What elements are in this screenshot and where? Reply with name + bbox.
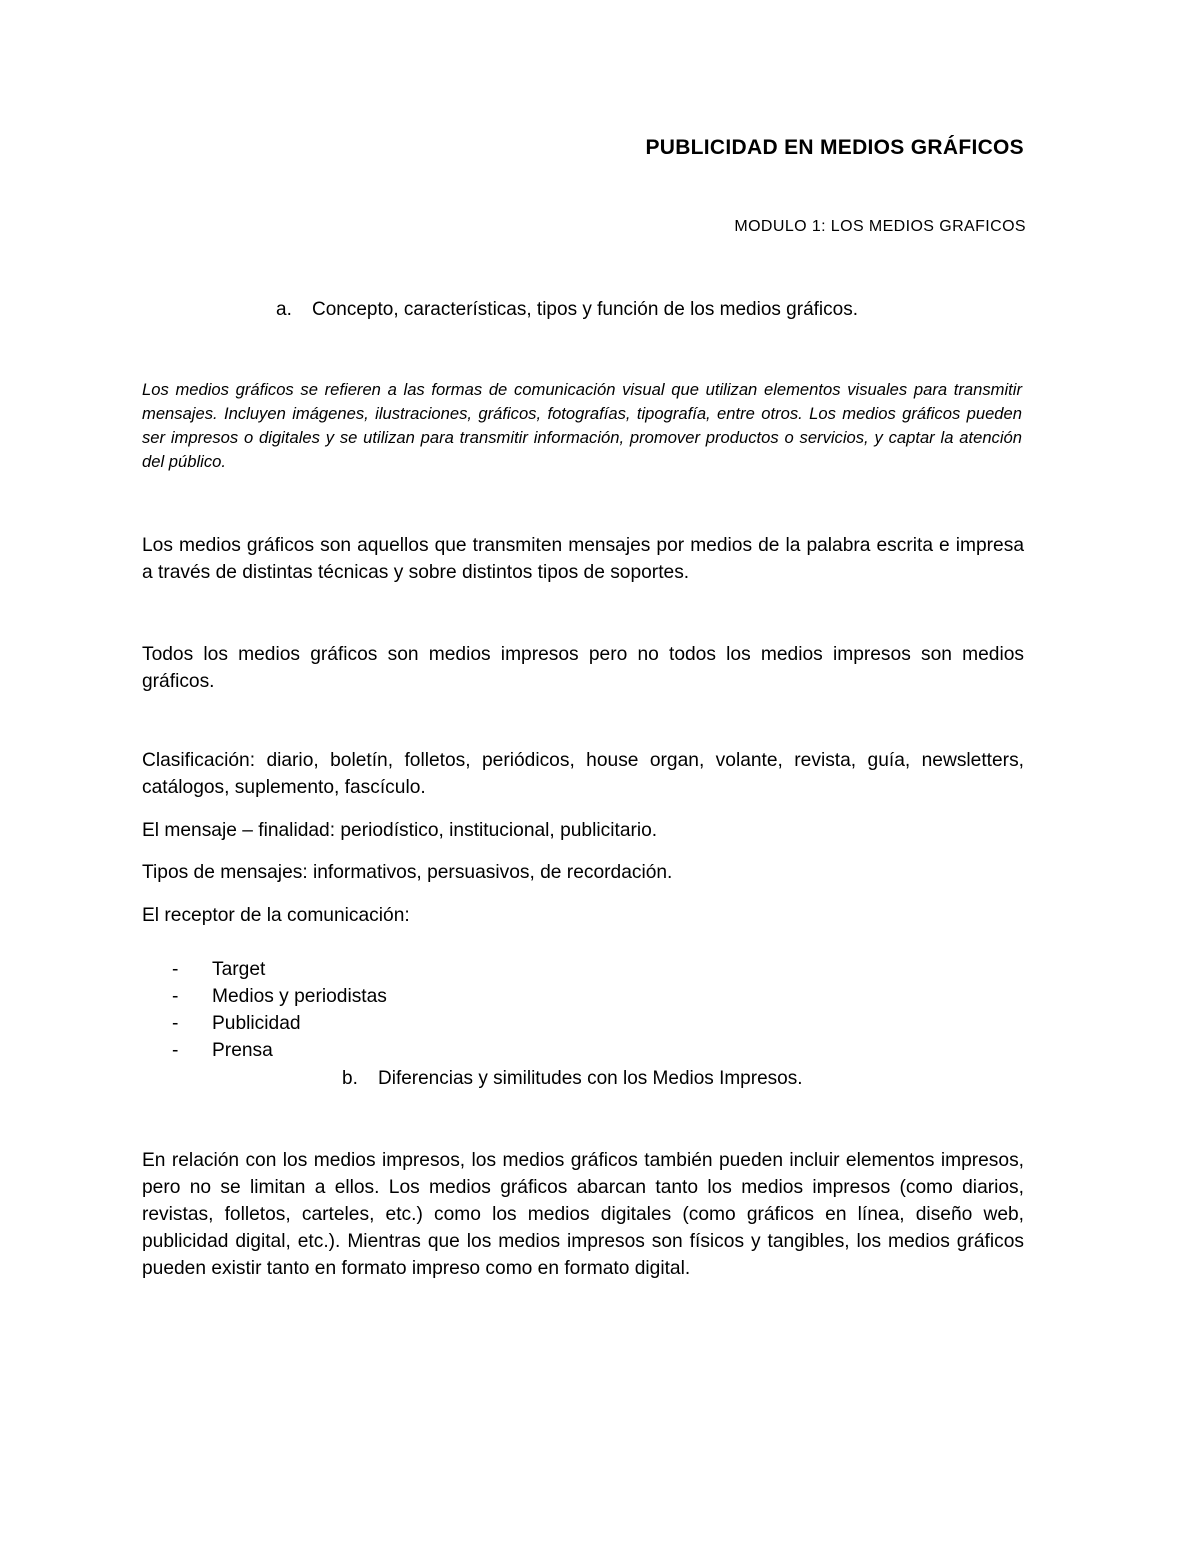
classification-paragraph: Clasificación: diario, boletín, folletos, periódicos, house organ, volante, revista, guía, newsletters, catálogos, suplemento, fascículo. [142,750,1024,798]
list-item-label: Target [212,959,266,980]
receptor-heading: El receptor de la comunicación: [142,905,410,926]
section-a-text: Concepto, características, tipos y función de los medios gráficos. [312,299,858,320]
list-dash: - [172,1013,179,1034]
list-dash: - [172,1040,179,1061]
section-b-text: Diferencias y similitudes con los Medios Impresos. [378,1068,803,1089]
list-item [172,956,387,983]
section-a-marker: a. [276,299,292,320]
list-item [172,1037,387,1064]
section-b-marker: b. [342,1068,358,1089]
list-dash: - [172,959,179,980]
message-purpose-line: El mensaje – finalidad: periodístico, institucional, publicitario. [142,820,658,841]
section-a-heading [276,299,858,321]
paragraph-differences: En relación con los medios impresos, los medios gráficos también pueden incluir elementos impresos, pero no se limitan a ellos. Los medios gráficos abarcan tanto los medios impresos (como diarios, revistas, folletos, carteles, etc.) como los medios digitales (como gráficos en línea, diseño web, publicidad digital, etc.). Mientras que los medios impresos son físicos y tangibles, los medios gráficos pueden existir tanto en formato impreso como en formato digital. [142,1150,1024,1279]
list-item [172,1010,387,1037]
module-heading: MODULO 1: LOS MEDIOS GRAFICOS [734,218,1026,235]
paragraph-definition: Los medios gráficos son aquellos que transmiten mensajes por medios de la palabra escrita e impresa a través de distintas técnicas y sobre distintos tipos de soportes. [142,535,1024,583]
receptor-list [172,956,387,1064]
message-types-line: Tipos de mensajes: informativos, persuasivos, de recordación. [142,862,673,883]
paragraph-printed-vs-graphic: Todos los medios gráficos son medios impresos pero no todos los medios impresos son medios gráficos. [142,644,1024,692]
list-item [172,983,387,1010]
list-dash: - [172,986,179,1007]
list-item-label: Medios y periodistas [212,986,387,1007]
section-b-heading [342,1068,803,1090]
document-title: PUBLICIDAD EN MEDIOS GRÁFICOS [645,136,1024,159]
list-item-label: Publicidad [212,1013,301,1034]
intro-italic-paragraph: Los medios gráficos se refieren a las formas de comunicación visual que utilizan elementos visuales para transmitir mensajes. Incluyen imágenes, ilustraciones, gráficos, fotografías, tipografía, entre otros. Los medios gráficos pueden ser impresos o digitales y se utilizan para transmitir información, promover productos o servicios, y captar la atención del público. [142,380,1022,471]
list-item-label: Prensa [212,1040,273,1061]
